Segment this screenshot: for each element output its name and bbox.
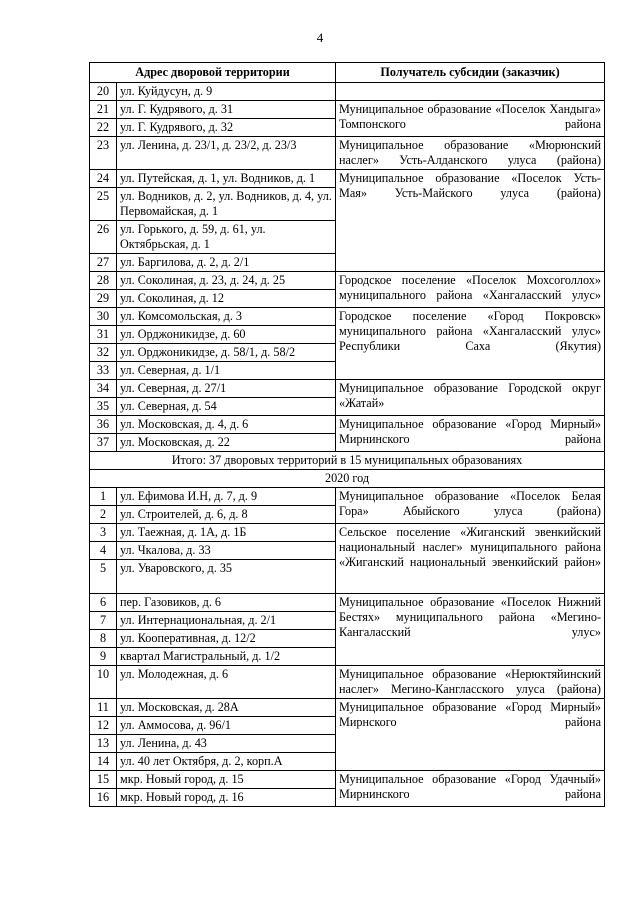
total-row bbox=[90, 452, 605, 470]
table-row bbox=[90, 666, 605, 699]
year-heading: 2020 год bbox=[90, 470, 605, 488]
row-number: 16 bbox=[90, 789, 117, 807]
table-row bbox=[90, 771, 605, 789]
recipient-cell: Муниципальное образование «Город Удачный» Мирнинского района bbox=[336, 771, 605, 807]
table-row bbox=[90, 416, 605, 434]
row-number: 25 bbox=[90, 188, 117, 221]
row-number: 34 bbox=[90, 380, 117, 398]
row-number: 32 bbox=[90, 344, 117, 362]
recipient-cell: Городское поселение «Город Покровск» муниципального района «Хангаласский улус» Республики Саха (Якутия) bbox=[336, 308, 605, 380]
row-number: 9 bbox=[90, 648, 117, 666]
row-number: 13 bbox=[90, 735, 117, 753]
row-number: 12 bbox=[90, 717, 117, 735]
row-number: 7 bbox=[90, 612, 117, 630]
row-address: ул. Г. Кудрявого, д. 32 bbox=[117, 119, 336, 137]
table-row bbox=[90, 272, 605, 290]
territories-table bbox=[89, 62, 605, 807]
row-number: 37 bbox=[90, 434, 117, 452]
recipient-cell: Муниципальное образование «Мюрюнский наслег» Усть-Алданского улуса (района) bbox=[336, 137, 605, 170]
row-number: 11 bbox=[90, 699, 117, 717]
row-number: 29 bbox=[90, 290, 117, 308]
row-address: квартал Магистральный, д. 1/2 bbox=[117, 648, 336, 666]
total-text: Итого: 37 дворовых территорий в 15 муниципальных образованиях bbox=[90, 452, 605, 470]
row-address: ул. Водников, д. 2, ул. Водников, д. 4, ул. Первомайская, д. 1 bbox=[117, 188, 336, 221]
table-row bbox=[90, 594, 605, 612]
table-row bbox=[90, 380, 605, 398]
row-address: ул. Московская, д. 4, д. 6 bbox=[117, 416, 336, 434]
row-number: 35 bbox=[90, 398, 117, 416]
row-address: ул. Строителей, д. 6, д. 8 bbox=[117, 506, 336, 524]
row-address: пер. Газовиков, д. 6 bbox=[117, 594, 336, 612]
recipient-cell: Муниципальное образование Городской округ «Жатай» bbox=[336, 380, 605, 416]
row-number: 24 bbox=[90, 170, 117, 188]
row-number: 27 bbox=[90, 254, 117, 272]
row-number: 2 bbox=[90, 506, 117, 524]
recipient-cell: Муниципальное образование «Поселок Нижний Бестях» муниципального района «Мегино-Кангаласский улус» bbox=[336, 594, 605, 666]
row-number: 6 bbox=[90, 594, 117, 612]
row-number: 28 bbox=[90, 272, 117, 290]
row-number: 23 bbox=[90, 137, 117, 170]
table-row bbox=[90, 524, 605, 542]
row-address: ул. Путейская, д. 1, ул. Водников, д. 1 bbox=[117, 170, 336, 188]
row-number: 4 bbox=[90, 542, 117, 560]
page-number: 4 bbox=[316, 30, 324, 45]
row-number: 33 bbox=[90, 362, 117, 380]
row-address: ул. Горького, д. 59, д. 61, ул. Октябрьская, д. 1 bbox=[117, 221, 336, 254]
row-address: ул. Г. Кудрявого, д. 31 bbox=[117, 101, 336, 119]
table-row bbox=[90, 170, 605, 188]
row-number: 21 bbox=[90, 101, 117, 119]
row-address: ул. Московская, д. 28А bbox=[117, 699, 336, 717]
row-number: 14 bbox=[90, 753, 117, 771]
row-address: ул. Комсомольская, д. 3 bbox=[117, 308, 336, 326]
recipient-cell-empty bbox=[336, 83, 605, 101]
table-row bbox=[90, 699, 605, 717]
row-address: ул. Уваровского, д. 35 bbox=[117, 560, 336, 594]
row-number: 3 bbox=[90, 524, 117, 542]
row-address: ул. Ленина, д. 23/1, д. 23/2, д. 23/3 bbox=[117, 137, 336, 170]
recipient-cell: Муниципальное образование «Город Мирный» Мирнинского района bbox=[336, 416, 605, 452]
row-address: ул. Северная, д. 54 bbox=[117, 398, 336, 416]
table-row bbox=[90, 137, 605, 170]
recipient-cell: Муниципальное образование «Поселок Белая Гора» Абыйского улуса (района) bbox=[336, 488, 605, 524]
row-address: ул. Московская, д. 22 bbox=[117, 434, 336, 452]
row-number: 15 bbox=[90, 771, 117, 789]
row-address: мкр. Новый город, д. 16 bbox=[117, 789, 336, 807]
table-row bbox=[90, 83, 605, 101]
year-row bbox=[90, 470, 605, 488]
row-address: ул. Аммосова, д. 96/1 bbox=[117, 717, 336, 735]
recipient-cell: Городское поселение «Поселок Мохсоголлох» муниципального района «Хангаласский улус» bbox=[336, 272, 605, 308]
row-address: ул. Северная, д. 27/1 bbox=[117, 380, 336, 398]
recipient-cell: Муниципальное образование «Поселок Усть-Мая» Усть-Майского улуса (района) bbox=[336, 170, 605, 272]
row-address: ул. 40 лет Октября, д. 2, корп.А bbox=[117, 753, 336, 771]
row-number: 1 bbox=[90, 488, 117, 506]
row-address: ул. Ефимова И.Н, д. 7, д. 9 bbox=[117, 488, 336, 506]
row-number: 36 bbox=[90, 416, 117, 434]
table-row bbox=[90, 308, 605, 326]
row-address: ул. Соколиная, д. 23, д. 24, д. 25 bbox=[117, 272, 336, 290]
row-address: ул. Куйдусун, д. 9 bbox=[117, 83, 336, 101]
row-number: 31 bbox=[90, 326, 117, 344]
row-address: ул. Интернациональная, д. 2/1 bbox=[117, 612, 336, 630]
table-row bbox=[90, 101, 605, 119]
row-address: ул. Кооперативная, д. 12/2 bbox=[117, 630, 336, 648]
row-address: ул. Северная, д. 1/1 bbox=[117, 362, 336, 380]
row-address: ул. Баргилова, д. 2, д. 2/1 bbox=[117, 254, 336, 272]
header-address: Адрес дворовой территории bbox=[90, 63, 336, 83]
recipient-cell: Сельское поселение «Жиганский эвенкийский национальный наслег» муниципального района «Жиганский национальный эвенкийский район» bbox=[336, 524, 605, 594]
row-address: ул. Соколиная, д. 12 bbox=[117, 290, 336, 308]
row-address: ул. Ленина, д. 43 bbox=[117, 735, 336, 753]
row-number: 20 bbox=[90, 83, 117, 101]
row-number: 10 bbox=[90, 666, 117, 699]
recipient-cell: Муниципальное образование «Поселок Хандыга» Томпонского района bbox=[336, 101, 605, 137]
row-number: 22 bbox=[90, 119, 117, 137]
recipient-cell: Муниципальное образование «Город Мирный» Мирнского района bbox=[336, 699, 605, 771]
row-address: ул. Таежная, д. 1А, д. 1Б bbox=[117, 524, 336, 542]
row-address: ул. Орджоникидзе, д. 58/1, д. 58/2 bbox=[117, 344, 336, 362]
row-number: 30 bbox=[90, 308, 117, 326]
row-number: 26 bbox=[90, 221, 117, 254]
row-number: 5 bbox=[90, 560, 117, 594]
row-address: мкр. Новый город, д. 15 bbox=[117, 771, 336, 789]
recipient-cell: Муниципальное образование «Нерюктяйинский наслег» Мегино-Кангласского улуса (района) bbox=[336, 666, 605, 699]
row-address: ул. Чкалова, д. 33 bbox=[117, 542, 336, 560]
row-address: ул. Орджоникидзе, д. 60 bbox=[117, 326, 336, 344]
table-row bbox=[90, 488, 605, 506]
row-number: 8 bbox=[90, 630, 117, 648]
table-header-row bbox=[90, 63, 605, 83]
row-address: ул. Молодежная, д. 6 bbox=[117, 666, 336, 699]
header-recipient: Получатель субсидии (заказчик) bbox=[336, 63, 605, 83]
